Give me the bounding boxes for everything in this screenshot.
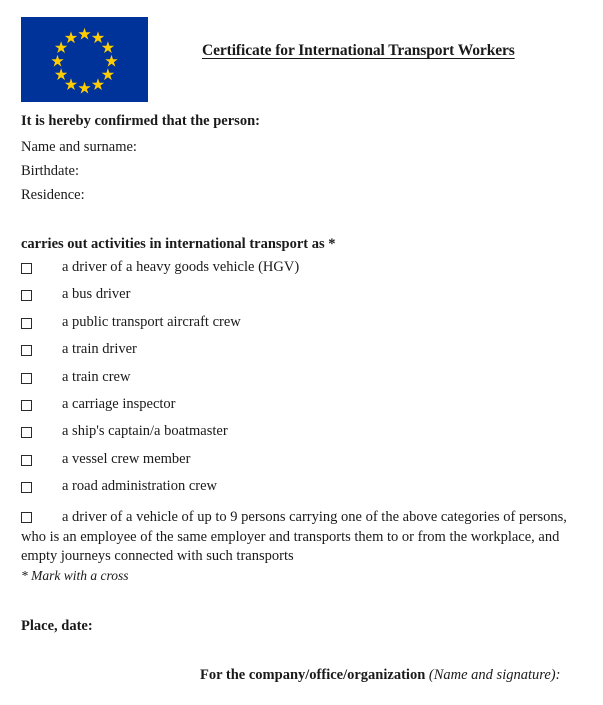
list-item-long[interactable]	[21, 508, 587, 567]
activities-heading: carries out activities in international transport as *	[21, 236, 336, 252]
list-item[interactable]	[21, 259, 587, 286]
checkbox-vessel-crew-member[interactable]	[21, 455, 32, 466]
checkbox-hgv-driver[interactable]	[21, 263, 32, 274]
list-item[interactable]	[21, 341, 587, 368]
list-item[interactable]	[21, 478, 587, 505]
field-birthdate: Birthdate:	[21, 163, 79, 179]
list-item[interactable]	[21, 423, 587, 450]
document-title: Certificate for International Transport Workers	[202, 42, 515, 59]
checkbox-train-crew[interactable]	[21, 373, 32, 384]
list-item[interactable]	[21, 286, 587, 313]
list-item[interactable]	[21, 396, 587, 423]
checkbox-small-vehicle-driver[interactable]	[21, 512, 32, 523]
list-item-label: a ship's captain/a boatmaster	[62, 423, 228, 440]
list-item-label: a vessel crew member	[62, 450, 191, 467]
list-item-label: a road administration crew	[62, 478, 218, 495]
field-residence: Residence:	[21, 187, 85, 203]
checkbox-train-driver[interactable]	[21, 345, 32, 356]
list-item-label: a driver of a heavy goods vehicle (HGV)	[62, 259, 300, 275]
checkbox-ships-captain[interactable]	[21, 427, 32, 438]
list-item-label: a carriage inspector	[62, 395, 176, 412]
company-signature-line	[200, 667, 560, 684]
checkbox-aircraft-crew[interactable]	[21, 318, 32, 329]
checkbox-carriage-inspector[interactable]	[21, 400, 32, 411]
list-item-label: a train crew	[62, 368, 131, 385]
checkbox-road-administration-crew[interactable]	[21, 482, 32, 493]
company-label: For the company/office/organization	[200, 667, 426, 683]
field-name-and-surname: Name and surname:	[21, 139, 137, 155]
activity-checkbox-list	[21, 259, 587, 506]
list-item-label: a train driver	[62, 341, 137, 358]
place-date-label: Place, date:	[21, 618, 93, 634]
document-header	[0, 0, 603, 106]
list-item[interactable]	[21, 451, 587, 478]
list-item[interactable]	[21, 369, 587, 396]
confirmation-heading: It is hereby confirmed that the person:	[21, 113, 260, 129]
checkbox-bus-driver[interactable]	[21, 290, 32, 301]
list-item-label: a public transport aircraft crew	[62, 313, 241, 330]
footnote-mark-with-cross: * Mark with a cross	[21, 568, 129, 583]
european-union-flag	[21, 17, 148, 102]
list-item-label: a driver of a vehicle of up to 9 persons carrying one of the above categories of persons, who is an employee of the same employer and transports them to or from the workplace, and empty journeys connected with such transports	[21, 509, 567, 564]
company-signature-hint: (Name and signature):	[428, 667, 561, 683]
list-item[interactable]	[21, 314, 587, 341]
list-item-label: a bus driver	[62, 286, 131, 303]
